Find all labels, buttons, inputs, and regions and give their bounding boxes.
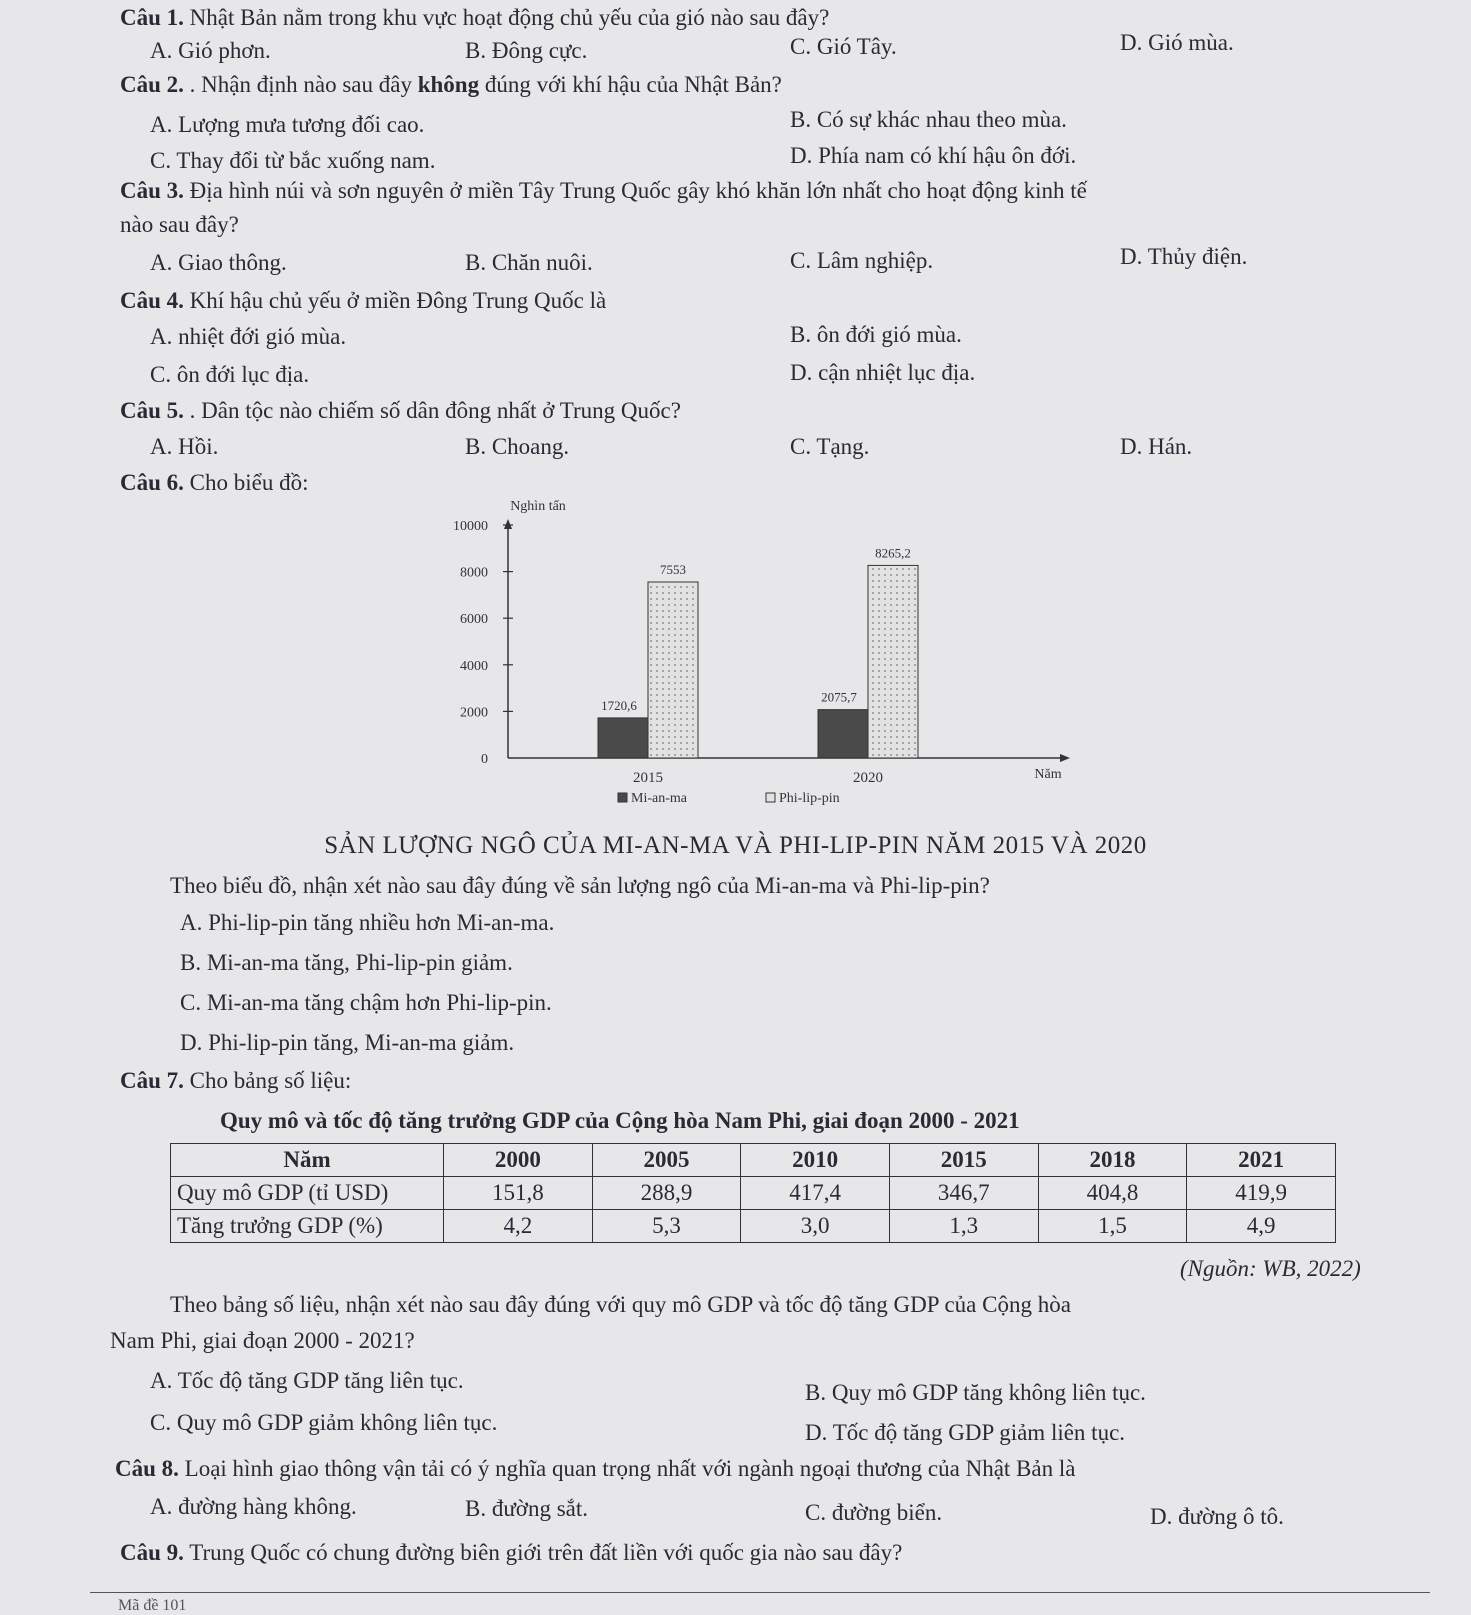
data-label: 7553 [660, 562, 686, 578]
question-text: Loại hình giao thông vận tải có ý nghĩa quan trọng nhất với ngành ngoại thương của Nhật Bản là [184, 1456, 1076, 1481]
bar-phi-lip-pin [648, 582, 698, 758]
y-tick-label: 2000 [460, 705, 488, 721]
q3-option-d[interactable]: D. Thủy điện. [1120, 244, 1248, 269]
q7-option-d[interactable]: D. Tốc độ tăng GDP giảm liên tục. [805, 1420, 1126, 1445]
question-label: Câu 5. [120, 398, 184, 423]
table-header: 2021 [1187, 1144, 1336, 1177]
q2-option-c[interactable]: C. Thay đổi từ bắc xuống nam. [150, 148, 436, 173]
q1-option-c[interactable]: C. Gió Tây. [790, 34, 897, 59]
question-3-continued: nào sau đây? [120, 212, 239, 237]
q6-option-a[interactable]: A. Phi-lip-pin tăng nhiều hơn Mi-an-ma. [180, 910, 555, 935]
question-label: Câu 3. [120, 178, 184, 203]
table-header: 2000 [444, 1144, 593, 1177]
question-text: đúng với khí hậu của Nhật Bản? [484, 72, 782, 97]
y-tick-label: 10000 [453, 519, 488, 534]
q6-option-c[interactable]: C. Mi-an-ma tăng chậm hơn Phi-lip-pin. [180, 990, 552, 1015]
question-text: Cho biểu đồ: [189, 470, 309, 495]
table-cell: 4,9 [1187, 1210, 1336, 1243]
question-label: Câu 9. [120, 1540, 184, 1565]
table-row [171, 1210, 1336, 1243]
q5-option-a[interactable]: A. Hồi. [150, 434, 219, 459]
y-axis-label: Nghìn tấn [510, 500, 566, 514]
table-header: 2018 [1038, 1144, 1187, 1177]
question-8 [115, 1456, 1075, 1482]
question-label: Câu 8. [115, 1456, 179, 1481]
q7-option-a[interactable]: A. Tốc độ tăng GDP tăng liên tục. [150, 1368, 464, 1393]
data-label: 8265,2 [875, 545, 911, 561]
table-cell: 5,3 [592, 1210, 741, 1243]
question-2 [120, 72, 782, 98]
bar-mi-an-ma [818, 710, 868, 758]
q6-option-b[interactable]: B. Mi-an-ma tăng, Phi-lip-pin giảm. [180, 950, 513, 975]
q4-option-d[interactable]: D. cận nhiệt lục địa. [790, 360, 976, 385]
q3-option-b[interactable]: B. Chăn nuôi. [465, 250, 593, 275]
q8-option-d[interactable]: D. đường ô tô. [1150, 1504, 1284, 1529]
table-cell: 419,9 [1187, 1177, 1336, 1210]
q5-option-b[interactable]: B. Choang. [465, 434, 570, 459]
q8-option-c[interactable]: C. đường biển. [805, 1500, 943, 1525]
question-6-prompt: Theo biểu đồ, nhận xét nào sau đây đúng về sản lượng ngô của Mi-an-ma và Phi-lip-pin? [170, 873, 990, 898]
question-text: Cho bảng số liệu: [189, 1068, 352, 1093]
q1-option-a[interactable]: A. Gió phơn. [150, 38, 271, 63]
q3-option-a[interactable]: A. Giao thông. [150, 250, 287, 275]
x-tick-label: 2020 [853, 770, 883, 786]
question-text: Địa hình núi và sơn nguyên ở miền Tây Trung Quốc gây khó khăn lớn nhất cho hoạt động kinh tế [189, 178, 1087, 203]
q2-option-a[interactable]: A. Lượng mưa tương đối cao. [150, 112, 425, 137]
y-tick-label: 4000 [460, 658, 488, 674]
question-emphasis: không [417, 72, 480, 97]
table-header: 2005 [592, 1144, 741, 1177]
exam-code: Mã đề 101 [118, 1597, 187, 1614]
question-text: Nhật Bản nằm trong khu vực hoạt động chủ yếu của gió nào sau đây? [189, 5, 830, 30]
table-row-header: Tăng trưởng GDP (%) [171, 1210, 444, 1243]
legend-label: Phi-lip-pin [779, 791, 840, 806]
q6-option-d[interactable]: D. Phi-lip-pin tăng, Mi-an-ma giảm. [180, 1030, 515, 1055]
question-label: Câu 7. [120, 1068, 184, 1093]
table-row-header: Quy mô GDP (tỉ USD) [171, 1177, 444, 1210]
question-label: Câu 4. [120, 288, 184, 313]
table-header: 2015 [889, 1144, 1038, 1177]
q2-option-b[interactable]: B. Có sự khác nhau theo mùa. [790, 107, 1067, 132]
legend-label: Mi-an-ma [631, 791, 687, 806]
q5-option-d[interactable]: D. Hán. [1120, 434, 1193, 459]
table-row [171, 1177, 1336, 1210]
bar-phi-lip-pin [868, 565, 918, 758]
q5-option-c[interactable]: C. Tạng. [790, 434, 870, 459]
question-1 [120, 5, 829, 31]
legend-swatch-phi-lip-pin [766, 793, 775, 802]
x-axis-arrow [1060, 754, 1070, 762]
q7-option-b[interactable]: B. Quy mô GDP tăng không liên tục. [805, 1380, 1146, 1405]
footer-divider [90, 1592, 1430, 1593]
question-label: Câu 2. [120, 72, 184, 97]
legend-swatch-mi-an-ma [618, 793, 627, 802]
q1-option-b[interactable]: B. Đông cực. [465, 38, 588, 63]
table-cell: 417,4 [741, 1177, 890, 1210]
data-label: 2075,7 [821, 689, 857, 705]
q8-option-b[interactable]: B. đường sắt. [465, 1496, 589, 1521]
question-text: Trung Quốc có chung đường biên giới trên đất liền với quốc gia nào sau đây? [189, 1540, 903, 1565]
q7-option-c[interactable]: C. Quy mô GDP giảm không liên tục. [150, 1410, 498, 1435]
x-tick-label: 2015 [633, 770, 663, 786]
q2-option-d[interactable]: D. Phía nam có khí hậu ôn đới. [790, 143, 1077, 168]
question-4 [120, 288, 606, 314]
y-tick-label: 0 [481, 752, 488, 767]
table-cell: 346,7 [889, 1177, 1038, 1210]
data-label: 1720,6 [601, 697, 637, 713]
question-3 [120, 178, 1087, 204]
table-title: Quy mô và tốc độ tăng trưởng GDP của Cộng hòa Nam Phi, giai đoạn 2000 - 2021 [220, 1108, 1020, 1133]
q8-option-a[interactable]: A. đường hàng không. [150, 1494, 357, 1519]
question-6 [120, 470, 309, 496]
table-header: Năm [171, 1144, 444, 1177]
q4-option-a[interactable]: A. nhiệt đới gió mùa. [150, 324, 347, 349]
bar-mi-an-ma [598, 718, 648, 758]
table-cell: 288,9 [592, 1177, 741, 1210]
y-axis-arrow [504, 519, 512, 529]
table-cell: 3,0 [741, 1210, 890, 1243]
question-9 [120, 1540, 902, 1566]
table-header: 2010 [741, 1144, 890, 1177]
table-cell: 4,2 [444, 1210, 593, 1243]
x-axis-label: Năm [1034, 767, 1062, 782]
question-text: Khí hậu chủ yếu ở miền Đông Trung Quốc là [189, 288, 607, 313]
question-text: . Nhận định nào sau đây [189, 72, 412, 97]
q1-option-d[interactable]: D. Gió mùa. [1120, 30, 1234, 55]
question-7-prompt-continued: Nam Phi, giai đoạn 2000 - 2021? [110, 1328, 415, 1353]
table-source: (Nguồn: WB, 2022) [1180, 1256, 1361, 1281]
question-7-prompt: Theo bảng số liệu, nhận xét nào sau đây đúng với quy mô GDP và tốc độ tăng GDP của Cộng hòa [170, 1292, 1071, 1317]
y-tick-label: 8000 [460, 565, 488, 581]
corn-production-bar-chart [420, 500, 1100, 820]
table-cell: 151,8 [444, 1177, 593, 1210]
table-cell: 1,5 [1038, 1210, 1187, 1243]
y-tick-label: 6000 [460, 612, 488, 628]
q4-option-c[interactable]: C. ôn đới lục địa. [150, 362, 310, 387]
table-cell: 404,8 [1038, 1177, 1187, 1210]
question-text: . Dân tộc nào chiếm số dân đông nhất ở Trung Quốc? [189, 398, 681, 423]
question-5 [120, 398, 681, 424]
q4-option-b[interactable]: B. ôn đới gió mùa. [790, 322, 962, 347]
question-label: Câu 6. [120, 470, 184, 495]
table-header-row [171, 1144, 1336, 1177]
q3-option-c[interactable]: C. Lâm nghiệp. [790, 248, 934, 273]
question-label: Câu 1. [120, 5, 184, 30]
gdp-table [170, 1143, 1336, 1243]
chart-title: SẢN LƯỢNG NGÔ CỦA MI-AN-MA VÀ PHI-LIP-PIN NĂM 2015 VÀ 2020 [324, 832, 1147, 859]
table-cell: 1,3 [889, 1210, 1038, 1243]
question-7 [120, 1068, 351, 1094]
